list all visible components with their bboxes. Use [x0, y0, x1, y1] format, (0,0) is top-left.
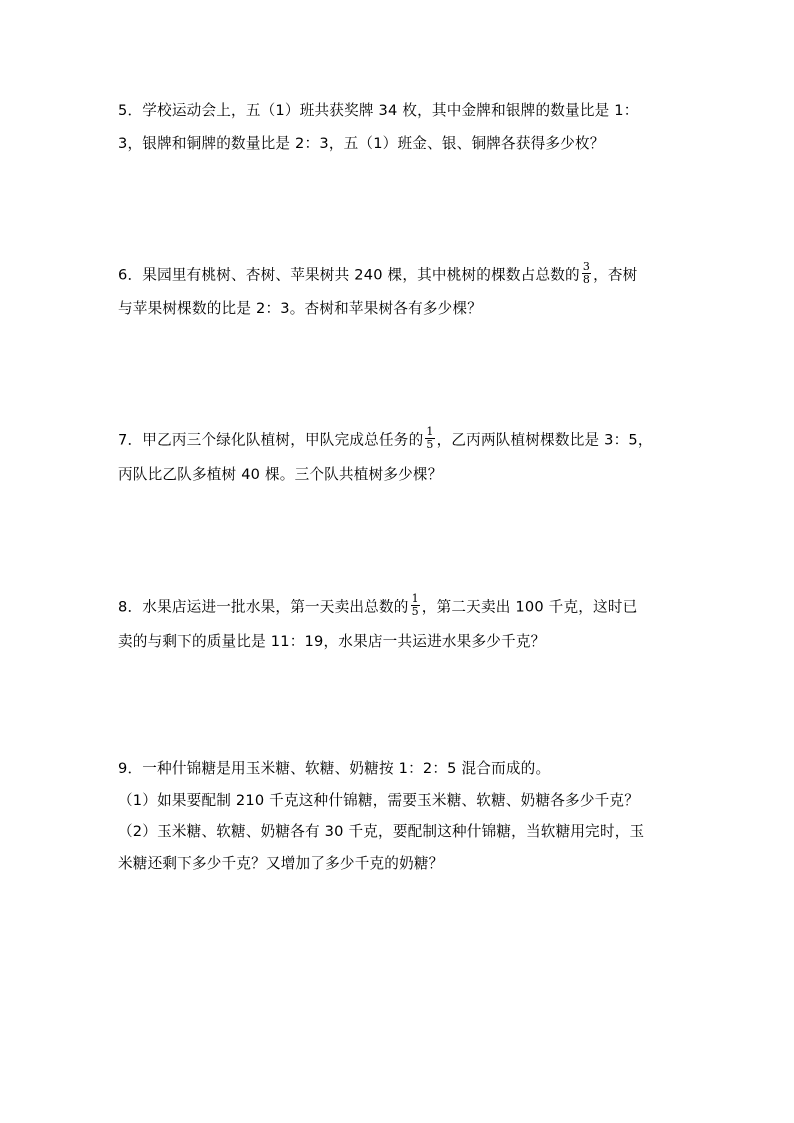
problem-6-line-2: 与苹果树棵数的比是 2：3。杏树和苹果树各有多少棵？ [118, 300, 483, 317]
problem-7-line-2: 丙队比乙队多植树 40 棵。三个队共植树多少棵？ [118, 466, 443, 483]
problem-8-line-2: 卖的与剩下的质量比是 11：19，水果店一共运进水果多少千克？ [118, 633, 546, 650]
problem-8-line-1 [118, 592, 638, 620]
fraction-one-fifth [411, 593, 420, 618]
problem-5-line-2: 3，银牌和铜牌的数量比是 2：3，五（1）班金、银、铜牌各获得多少枚？ [118, 135, 605, 152]
problem-9-line-2: （1）如果要配制 210 千克这种什锦糖，需要玉米糖、软糖、奶糖各多少千克？ [118, 792, 640, 809]
problem-9-line-1: 9．一种什锦糖是用玉米糖、软糖、奶糖按 1：2：5 混合而成的。 [118, 760, 551, 777]
problem-8-text-a: 8．水果店运进一批水果，第一天卖出总数的 [118, 598, 409, 616]
fraction-three-eighths [582, 261, 591, 286]
fraction-denominator: 5 [411, 605, 419, 618]
problem-5-line-1: 5．学校运动会上，五（1）班共获奖牌 34 枚，其中金牌和银牌的数量比是 1： [118, 102, 639, 119]
fraction-numerator: 3 [582, 260, 591, 273]
problem-7-text-b: ，乙丙两队植树棵数比是 3：5， [436, 431, 653, 449]
fraction-numerator: 1 [411, 592, 419, 605]
problem-6-text-b: ，杏树 [593, 266, 638, 284]
fraction-denominator: 8 [582, 273, 591, 286]
fraction-one-fifth [425, 426, 434, 451]
problem-6-text-a: 6．果园里有桃树、杏树、苹果树共 240 棵，其中桃树的棵数占总数的 [118, 266, 580, 284]
problem-6-line-1 [118, 260, 638, 288]
problem-7-line-1 [118, 425, 653, 453]
problem-8-text-b: ，第二天卖出 100 千克，这时已 [421, 598, 638, 616]
problem-7-text-a: 7．甲乙丙三个绿化队植树，甲队完成总任务的 [118, 431, 424, 449]
fraction-numerator: 1 [426, 425, 434, 438]
fraction-denominator: 5 [426, 438, 434, 451]
problem-9-line-3: （2）玉米糖、软糖、奶糖各有 30 千克，要配制这种什锦糖，当软糖用完时，玉 [118, 823, 645, 840]
problem-9-line-4: 米糖还剩下多少千克？又增加了多少千克的奶糖？ [118, 855, 444, 872]
